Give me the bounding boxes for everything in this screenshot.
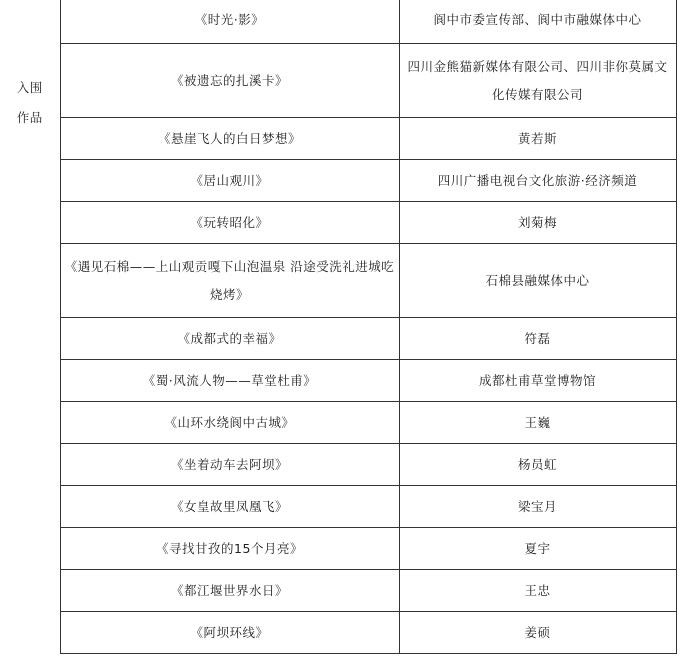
work-title: 《寻找甘孜的15个月亮》 xyxy=(60,528,399,570)
author-name: 夏宇 xyxy=(399,528,676,570)
author-name: 梁宝月 xyxy=(399,486,676,528)
work-title: 《居山观川》 xyxy=(60,160,399,202)
table-row xyxy=(0,444,676,486)
work-title: 《被遗忘的扎溪卡》 xyxy=(60,44,399,118)
work-title: 《阿坝环线》 xyxy=(60,612,399,654)
work-title: 《都江堰世界水日》 xyxy=(60,570,399,612)
author-name: 石棉县融媒体中心 xyxy=(399,244,676,318)
work-title: 《玩转昭化》 xyxy=(60,202,399,244)
author-name: 黄若斯 xyxy=(399,118,676,160)
table-row xyxy=(0,318,676,360)
table-row xyxy=(0,528,676,570)
table-row xyxy=(0,0,676,44)
author-name: 杨员虹 xyxy=(399,444,676,486)
table-row xyxy=(0,202,676,244)
category-cell xyxy=(0,0,60,654)
author-name: 四川金熊猫新媒体有限公司、四川非你莫属文化传媒有限公司 xyxy=(399,44,676,118)
work-title: 《悬崖飞人的白日梦想》 xyxy=(60,118,399,160)
table-row xyxy=(0,44,676,118)
author-name: 姜硕 xyxy=(399,612,676,654)
category-label: 入围作品 xyxy=(16,79,43,125)
table-row xyxy=(0,570,676,612)
table-row xyxy=(0,160,676,202)
author-name: 王忠 xyxy=(399,570,676,612)
work-title: 《山环水绕阆中古城》 xyxy=(60,402,399,444)
author-name: 符磊 xyxy=(399,318,676,360)
work-title: 《坐着动车去阿坝》 xyxy=(60,444,399,486)
work-title: 《遇见石棉——上山观贡嘎下山泡温泉 沿途受洗礼进城吃烧烤》 xyxy=(60,244,399,318)
table-row xyxy=(0,244,676,318)
table-row xyxy=(0,486,676,528)
table-row xyxy=(0,402,676,444)
work-title: 《成都式的幸福》 xyxy=(60,318,399,360)
work-title: 《女皇故里凤凰飞》 xyxy=(60,486,399,528)
work-title: 《蜀·风流人物——草堂杜甫》 xyxy=(60,360,399,402)
author-name: 成都杜甫草堂博物馆 xyxy=(399,360,676,402)
author-name: 王巍 xyxy=(399,402,676,444)
author-name: 阆中市委宣传部、阆中市融媒体中心 xyxy=(399,0,676,44)
table-row xyxy=(0,360,676,402)
author-name: 四川广播电视台文化旅游·经济频道 xyxy=(399,160,676,202)
table-row xyxy=(0,118,676,160)
work-title: 《时光·影》 xyxy=(60,0,399,44)
author-name: 刘菊梅 xyxy=(399,202,676,244)
table-row xyxy=(0,612,676,654)
